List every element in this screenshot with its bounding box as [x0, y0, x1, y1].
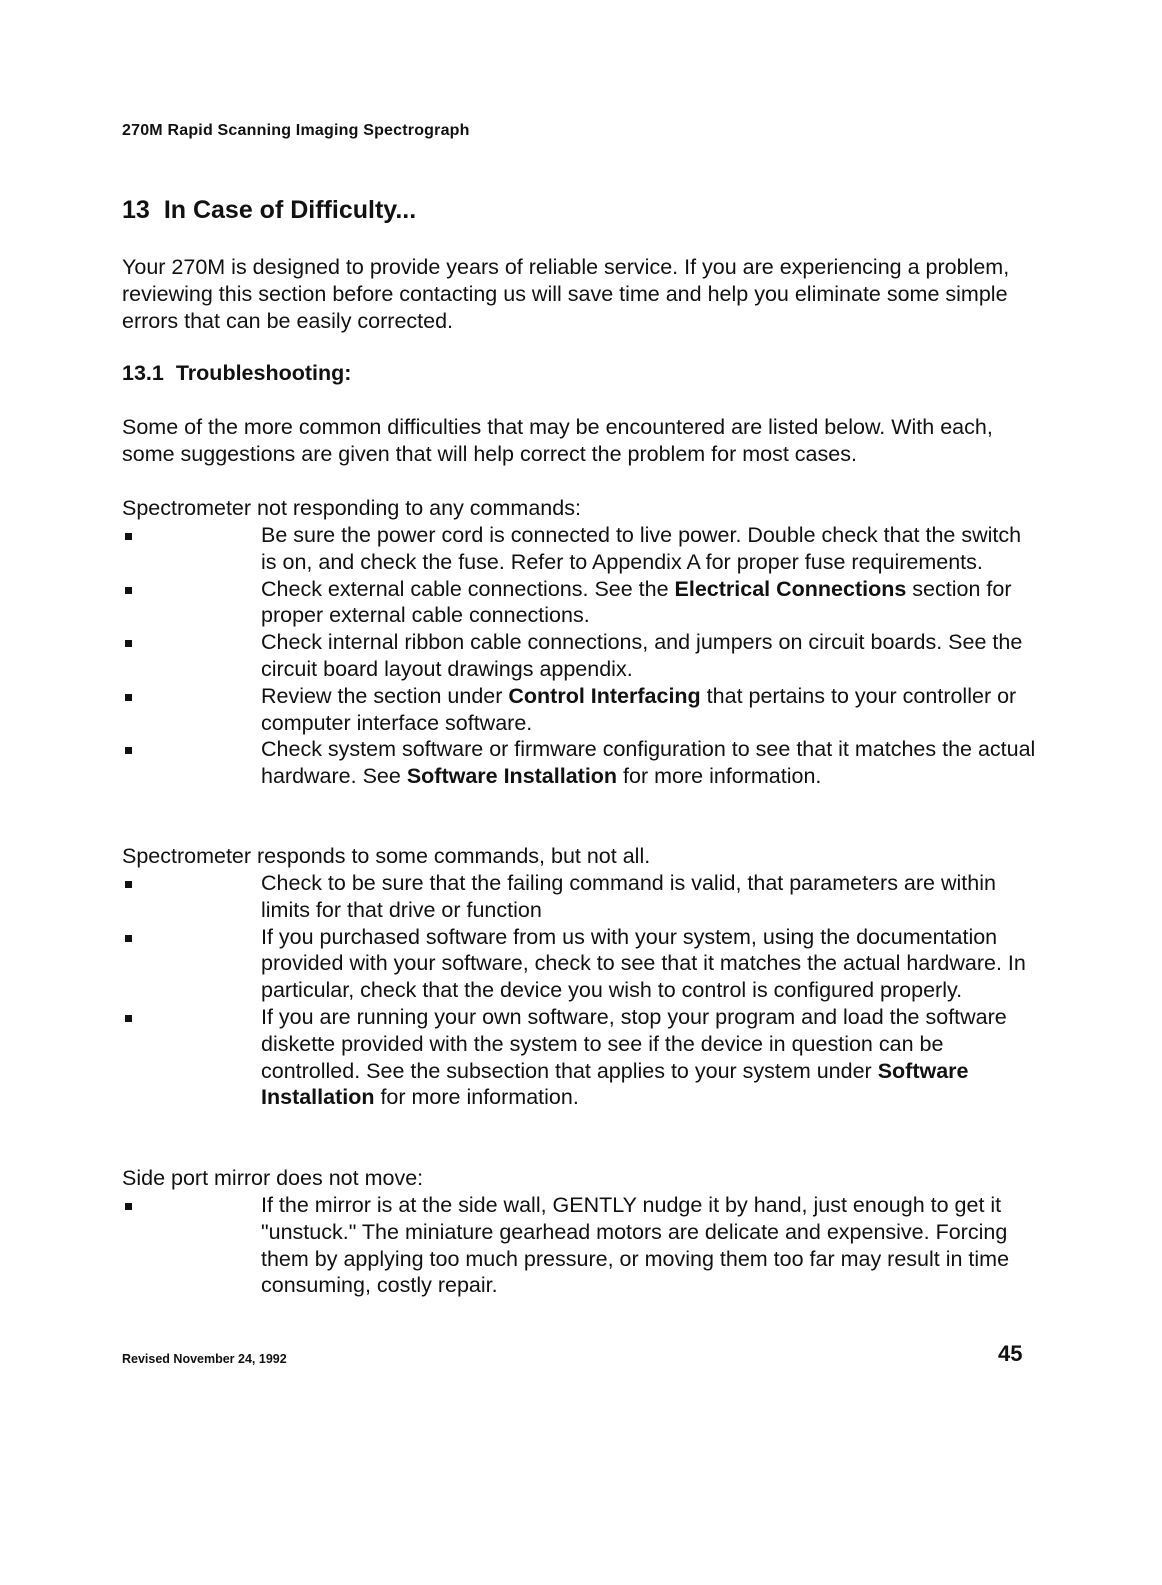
bullet-item: [122, 736, 1042, 790]
bullet-text: If the mirror is at the side wall, GENTLY nudge it by hand, just enough to get it "unstuck." The miniature gearhead motors are delicate and expensive. Forcing them by applying too much pressure, or moving them too far may result in time consuming, costly repair.: [261, 1193, 1010, 1298]
bullet-text: for more information.: [374, 1085, 579, 1110]
section-intro-paragraph: Some of the more common difficulties that may be encountered are listed below. With each, some suggestions are given that will help correct the problem for most cases.: [122, 415, 993, 466]
chapter-number: 13: [122, 196, 150, 224]
bullet-text: Be sure the power cord is connected to live power. Double check that the switch is on, and check the fuse. Refer to Appendix A for proper fuse requirements.: [261, 523, 1022, 574]
chapter-title: [122, 196, 416, 225]
bullet-text: Check system software or firmware configuration to see that it matches the actual hardware. See: [261, 737, 1036, 789]
bullet-text: section for proper external cable connections.: [261, 576, 1012, 628]
bullet-text: Check external cable connections. See the: [261, 576, 675, 601]
intro-paragraph: Your 270M is designed to provide years of reliable service. If you are experiencing a problem, reviewing this section before contacting us will save time and help you eliminate some simple errors that can be easily corrected.: [122, 255, 1010, 333]
bullet-item: [122, 683, 1042, 737]
group-heading-not-responding: Spectrometer not responding to any commands:: [122, 496, 581, 520]
bullet-text: If you purchased software from us with your system, using the documentation provided with your software, check to see that it matches the actual hardware. In particular, check that the device you wish to control is configured properly.: [261, 924, 1026, 1003]
bullet-square-icon: [125, 881, 132, 888]
bullet-square-icon: [125, 935, 132, 942]
bullet-text: Check internal ribbon cable connections, and jumpers on circuit boards. See the circuit board layout drawings appendix.: [261, 630, 1023, 681]
bullet-list-partial-response: [122, 870, 1042, 1111]
bullet-item: [122, 576, 1042, 630]
bullet-square-icon: [125, 640, 132, 647]
bold-reference: Electrical Connections: [674, 576, 907, 601]
bullet-item: [122, 522, 1042, 576]
bullet-item: [122, 1004, 1042, 1111]
bold-reference: Software Installation: [406, 764, 618, 789]
bullet-item: [122, 629, 1042, 683]
section-number: 13.1: [122, 361, 164, 385]
bullet-list-side-port-mirror: [122, 1192, 1042, 1299]
bullet-square-icon: [125, 747, 132, 754]
running-header: 270M Rapid Scanning Imaging Spectrograph: [122, 122, 470, 139]
bullet-text: for more information.: [617, 764, 822, 789]
bullet-item: [122, 1192, 1042, 1299]
bullet-item: [122, 870, 1042, 924]
bullet-item: [122, 924, 1042, 1004]
bullet-square-icon: [125, 533, 132, 540]
bullet-text: Check to be sure that the failing command is valid, that parameters are within limits for that drive or function: [261, 871, 996, 922]
bullet-square-icon: [125, 1015, 132, 1022]
bullet-list-not-responding: [122, 522, 1042, 790]
bullet-text: If you are running your own software, stop your program and load the software diskette provided with the system to see if the device in question can be controlled. See the subsection that applies to your system under: [261, 1004, 1007, 1083]
bold-reference: Software Installation: [261, 1058, 969, 1110]
bullet-text: that pertains to your controller or computer interface software.: [261, 683, 1017, 735]
chapter-title-text: In Case of Difficulty...: [163, 196, 417, 224]
group-heading-side-port-mirror: Side port mirror does not move:: [122, 1166, 424, 1190]
revision-date: Revised November 24, 1992: [122, 1352, 287, 1366]
bullet-text: Review the section under: [261, 683, 509, 708]
bullet-square-icon: [125, 1203, 132, 1210]
group-heading-partial-response: Spectrometer responds to some commands, but not all.: [122, 844, 651, 868]
section-title: [122, 361, 351, 386]
section-title-text: Troubleshooting:: [175, 361, 352, 385]
bold-reference: Control Interfacing: [508, 683, 701, 708]
bullet-square-icon: [125, 587, 132, 594]
bullet-square-icon: [125, 694, 132, 701]
page-number: 45: [998, 1341, 1023, 1366]
